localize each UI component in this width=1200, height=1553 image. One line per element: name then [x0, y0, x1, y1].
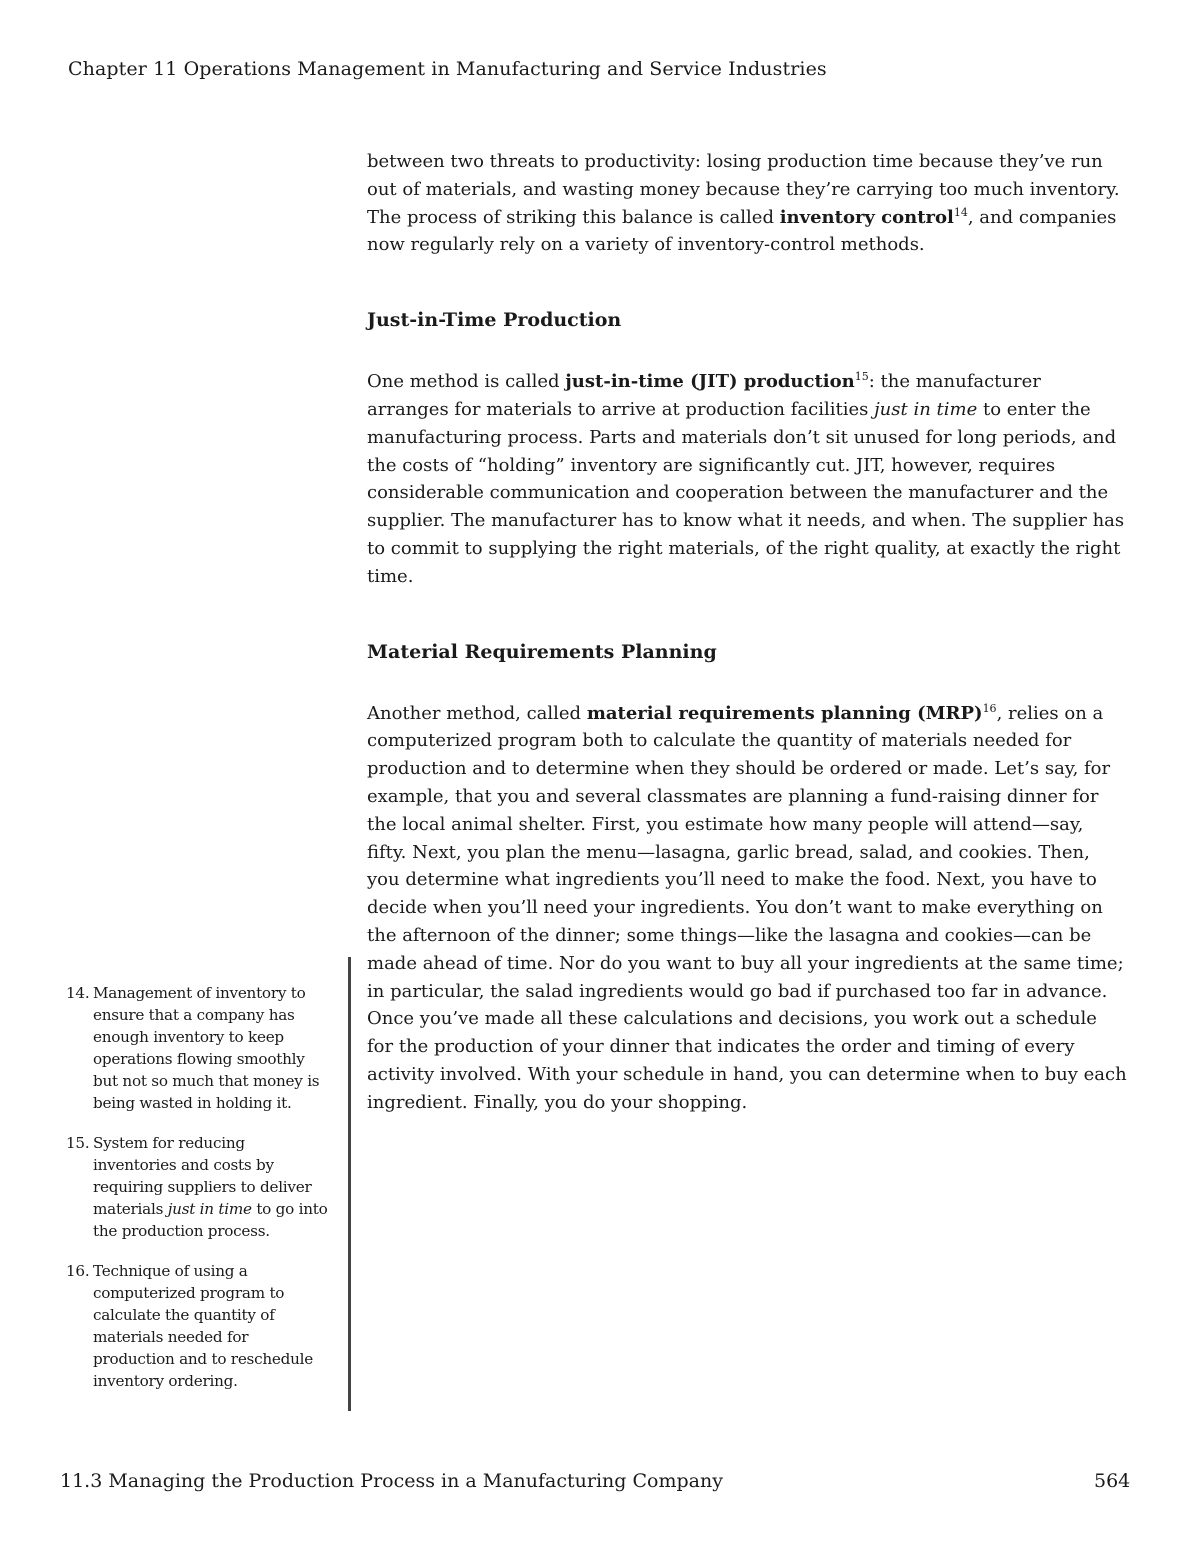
- sidenote-text: [93, 1132, 328, 1242]
- sidenote-15: [66, 1132, 328, 1242]
- sidenote-text: Technique of using a computerized program to calculate the quantity of materials needed for production and to reschedule inventory ordering.: [93, 1262, 313, 1390]
- term-inventory-control: inventory control: [779, 206, 954, 228]
- emphasis-just-in-time: just in time: [874, 398, 978, 420]
- sidenote-number: 14.: [66, 984, 90, 1002]
- paragraph-mrp: [367, 700, 1127, 1117]
- heading-mrp: Material Requirements Planning: [367, 640, 717, 663]
- paragraph-text: between two threats to productivity: losing production time because they’ve run out of materials, and wasting money because they’re carrying too much inventory. The process of striking this balance is called: [367, 151, 1120, 228]
- running-head: Chapter 11 Operations Management in Manufacturing and Service Industries: [68, 58, 827, 80]
- footer-section-title: 11.3 Managing the Production Process in a Manufacturing Company: [60, 1470, 723, 1492]
- main-text: [367, 148, 1127, 1117]
- paragraph-inventory-control: [367, 148, 1127, 259]
- term-jit-production: just-in-time (JIT) production: [565, 371, 855, 393]
- paragraph-text: : the manufacturer arranges for materials to arrive at production facilities: [367, 371, 1041, 420]
- sidenote-14: [66, 982, 328, 1114]
- term-mrp: material requirements planning (MRP): [586, 702, 983, 724]
- sidenote-16: [66, 1260, 328, 1392]
- sidenote-text-part: to go into the production process.: [93, 1200, 328, 1240]
- footnote-ref-14[interactable]: 14: [953, 205, 968, 219]
- paragraph-text: One method is called: [367, 371, 566, 393]
- paragraph-text: , and companies now regularly rely on a variety of inventory-control methods.: [367, 206, 1117, 256]
- sidenote-text-part: System for reducing inventories and costs by requiring suppliers to deliver materials: [93, 1134, 312, 1218]
- footnote-ref-16[interactable]: 16: [982, 701, 997, 715]
- emphasis-just-in-time: just in time: [167, 1200, 252, 1218]
- paragraph-text: , relies on a computerized program both to calculate the quantity of materials needed for production and to determine when they should be ordered or made. Let’s say, for example, that you and several classmates are planning a fund-raising dinner for the local animal shelter. First, you estimate how many people will attend—say, fifty. Next, you plan the menu—lasagna, garlic bread, salad, and cookies. Then, you determine what ingredients you’ll need to make the food. Next, you have to decide when you’ll need your ingredients. You don’t want to make everything on the afternoon of the dinner; some things—like the lasagna and cookies—can be made ahead of time. Nor do you want to buy all your ingredients at the same time; in particular, the salad ingredients would go bad if purchased too far in advance. Once you’ve made all these calculations and decisions, you work out a schedule for the production of your dinner that indicates the order and timing of every activity involved. With your schedule in hand, you can determine when to buy each ingredient. Finally, you do your shopping.: [367, 702, 1127, 1113]
- sidenote-text: Management of inventory to ensure that a company has enough inventory to keep operations flowing smoothly but not so much that money is being wasted in holding it.: [93, 984, 320, 1112]
- heading-jit-production: Just-in-Time Production: [367, 309, 622, 332]
- sidenotes: [66, 982, 328, 1410]
- sidenote-number: 15.: [66, 1134, 90, 1152]
- footnote-ref-15[interactable]: 15: [854, 370, 869, 384]
- paragraph-text: Another method, called: [367, 702, 587, 724]
- paragraph-jit: [367, 368, 1127, 590]
- paragraph-text: to enter the manufacturing process. Parts and materials don’t sit unused for long periods, and the costs of “holding” inventory are significantly cut. JIT, however, requires considerable communication and cooperation between the manufacturer and the supplier. The manufacturer has to know what it needs, and when. The supplier has to commit to supplying the right materials, of the right quality, at exactly the right time.: [367, 398, 1125, 587]
- page-number: 564: [1094, 1470, 1131, 1492]
- sidenote-number: 16.: [66, 1262, 90, 1280]
- sidenote-divider: [348, 957, 351, 1411]
